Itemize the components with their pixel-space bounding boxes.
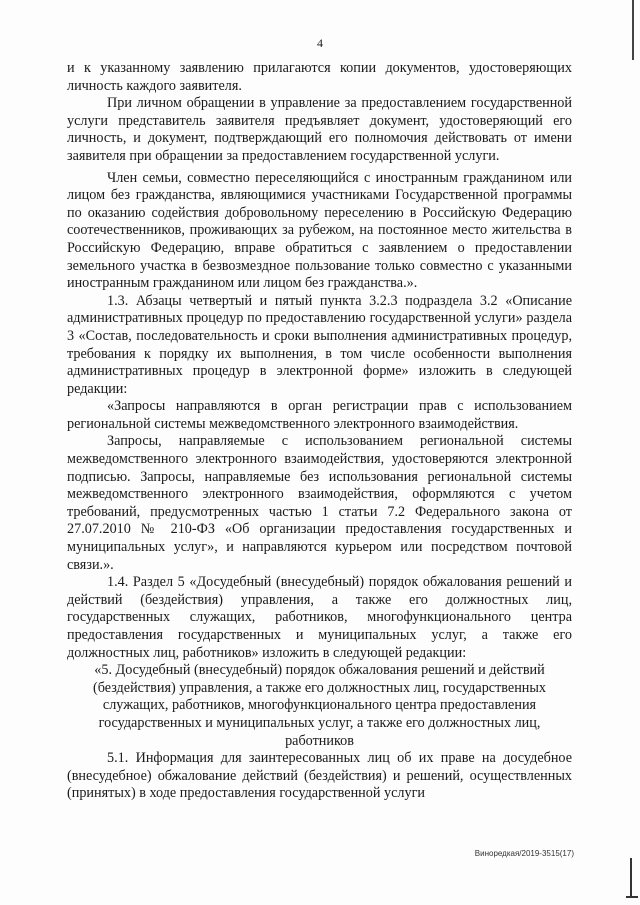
paragraph-requests-signature: Запросы, направляемые с использованием региональной системы межведомственного электронного взаимодействия, удостоверяются электронной подписью. Запросы, направляемые без использования региональной системы межведомственного электронного взаимодействия, оформляются с учетом требований, предусмотренных частью 1 статьи 7.2 Федерального закона от 27.07.2010 № 210-ФЗ «Об организации предоставления государственных и муниципальных услуг», и направляются курьером или посредством почтовой связи.». — [67, 433, 572, 573]
document-body — [67, 60, 572, 803]
scan-edge-mark-corner — [626, 896, 638, 898]
paragraph-1-3: 1.3. Абзацы четвертый и пятый пункта 3.2.3 подраздела 3.2 «Описание административных процедур по предоставлению государственной услуги» раздела 3 «Состав, последовательность и сроки выполнения административных процедур, требования к порядку их выполнения, в том числе особенности выполнения административных процедур в электронной форме» изложить в следующей редакции: — [67, 292, 572, 397]
paragraph-family-member: Член семьи, совместно переселяющийся с иностранным гражданином или лицом без гражданства, являющимися участниками Государственной программы по оказанию содействия добровольному переселению в Российскую Федерацию соотечественников, проживающих за рубежом, на постоянное место жительства в Российскую Федерацию, вправе обратиться с заявлением о предоставлении земельного участка в безвозмездное пользование только совместно с указанными иностранным гражданином или лицом без гражданства.». — [67, 169, 572, 292]
scan-edge-mark-bottom — [630, 858, 632, 898]
paragraph-5-1: 5.1. Информация для заинтересованных лиц об их праве на досудебное (внесудебное) обжалование действий (бездействия) и решений, осуществленных (принятых) в ходе предоставления государственной услуги — [67, 750, 572, 802]
paragraph-1-4: 1.4. Раздел 5 «Досудебный (внесудебный) порядок обжалования решений и действий (бездействия) управления, а также его должностных лиц, государственных служащих, работников, многофункционального центра предоставления государственных и муниципальных услуг, а также его должностных лиц, работников» изложить в следующей редакции: — [67, 574, 572, 661]
section-5-heading: «5. Досудебный (внесудебный) порядок обжалования решений и действий (бездействия) управления, а также его должностных лиц, государственных служащих, работников, многофункционального центра предоставления государственных и муниципальных услуг, а также его должностных лиц, работников — [92, 662, 547, 749]
paragraph-continuation: и к указанному заявлению прилагаются копии документов, удостоверяющих личность каждого заявителя. — [67, 60, 572, 94]
paragraph-requests: «Запросы направляются в орган регистрации прав с использованием региональной системы межведомственного электронного взаимодействия. — [67, 398, 572, 432]
document-registration-code: Виноредкая/2019-3515(17) — [474, 849, 574, 858]
page-number: 4 — [317, 36, 323, 50]
paragraph-representative: При личном обращении в управление за предоставлением государственной услуги представитель заявителя предъявляет документ, удостоверяющий его личность, и документ, подтверждающий его полномочия действовать от имени заявителя при обращении за предоставлением государственной услуги. — [67, 95, 572, 164]
scan-edge-mark-top — [632, 0, 634, 60]
